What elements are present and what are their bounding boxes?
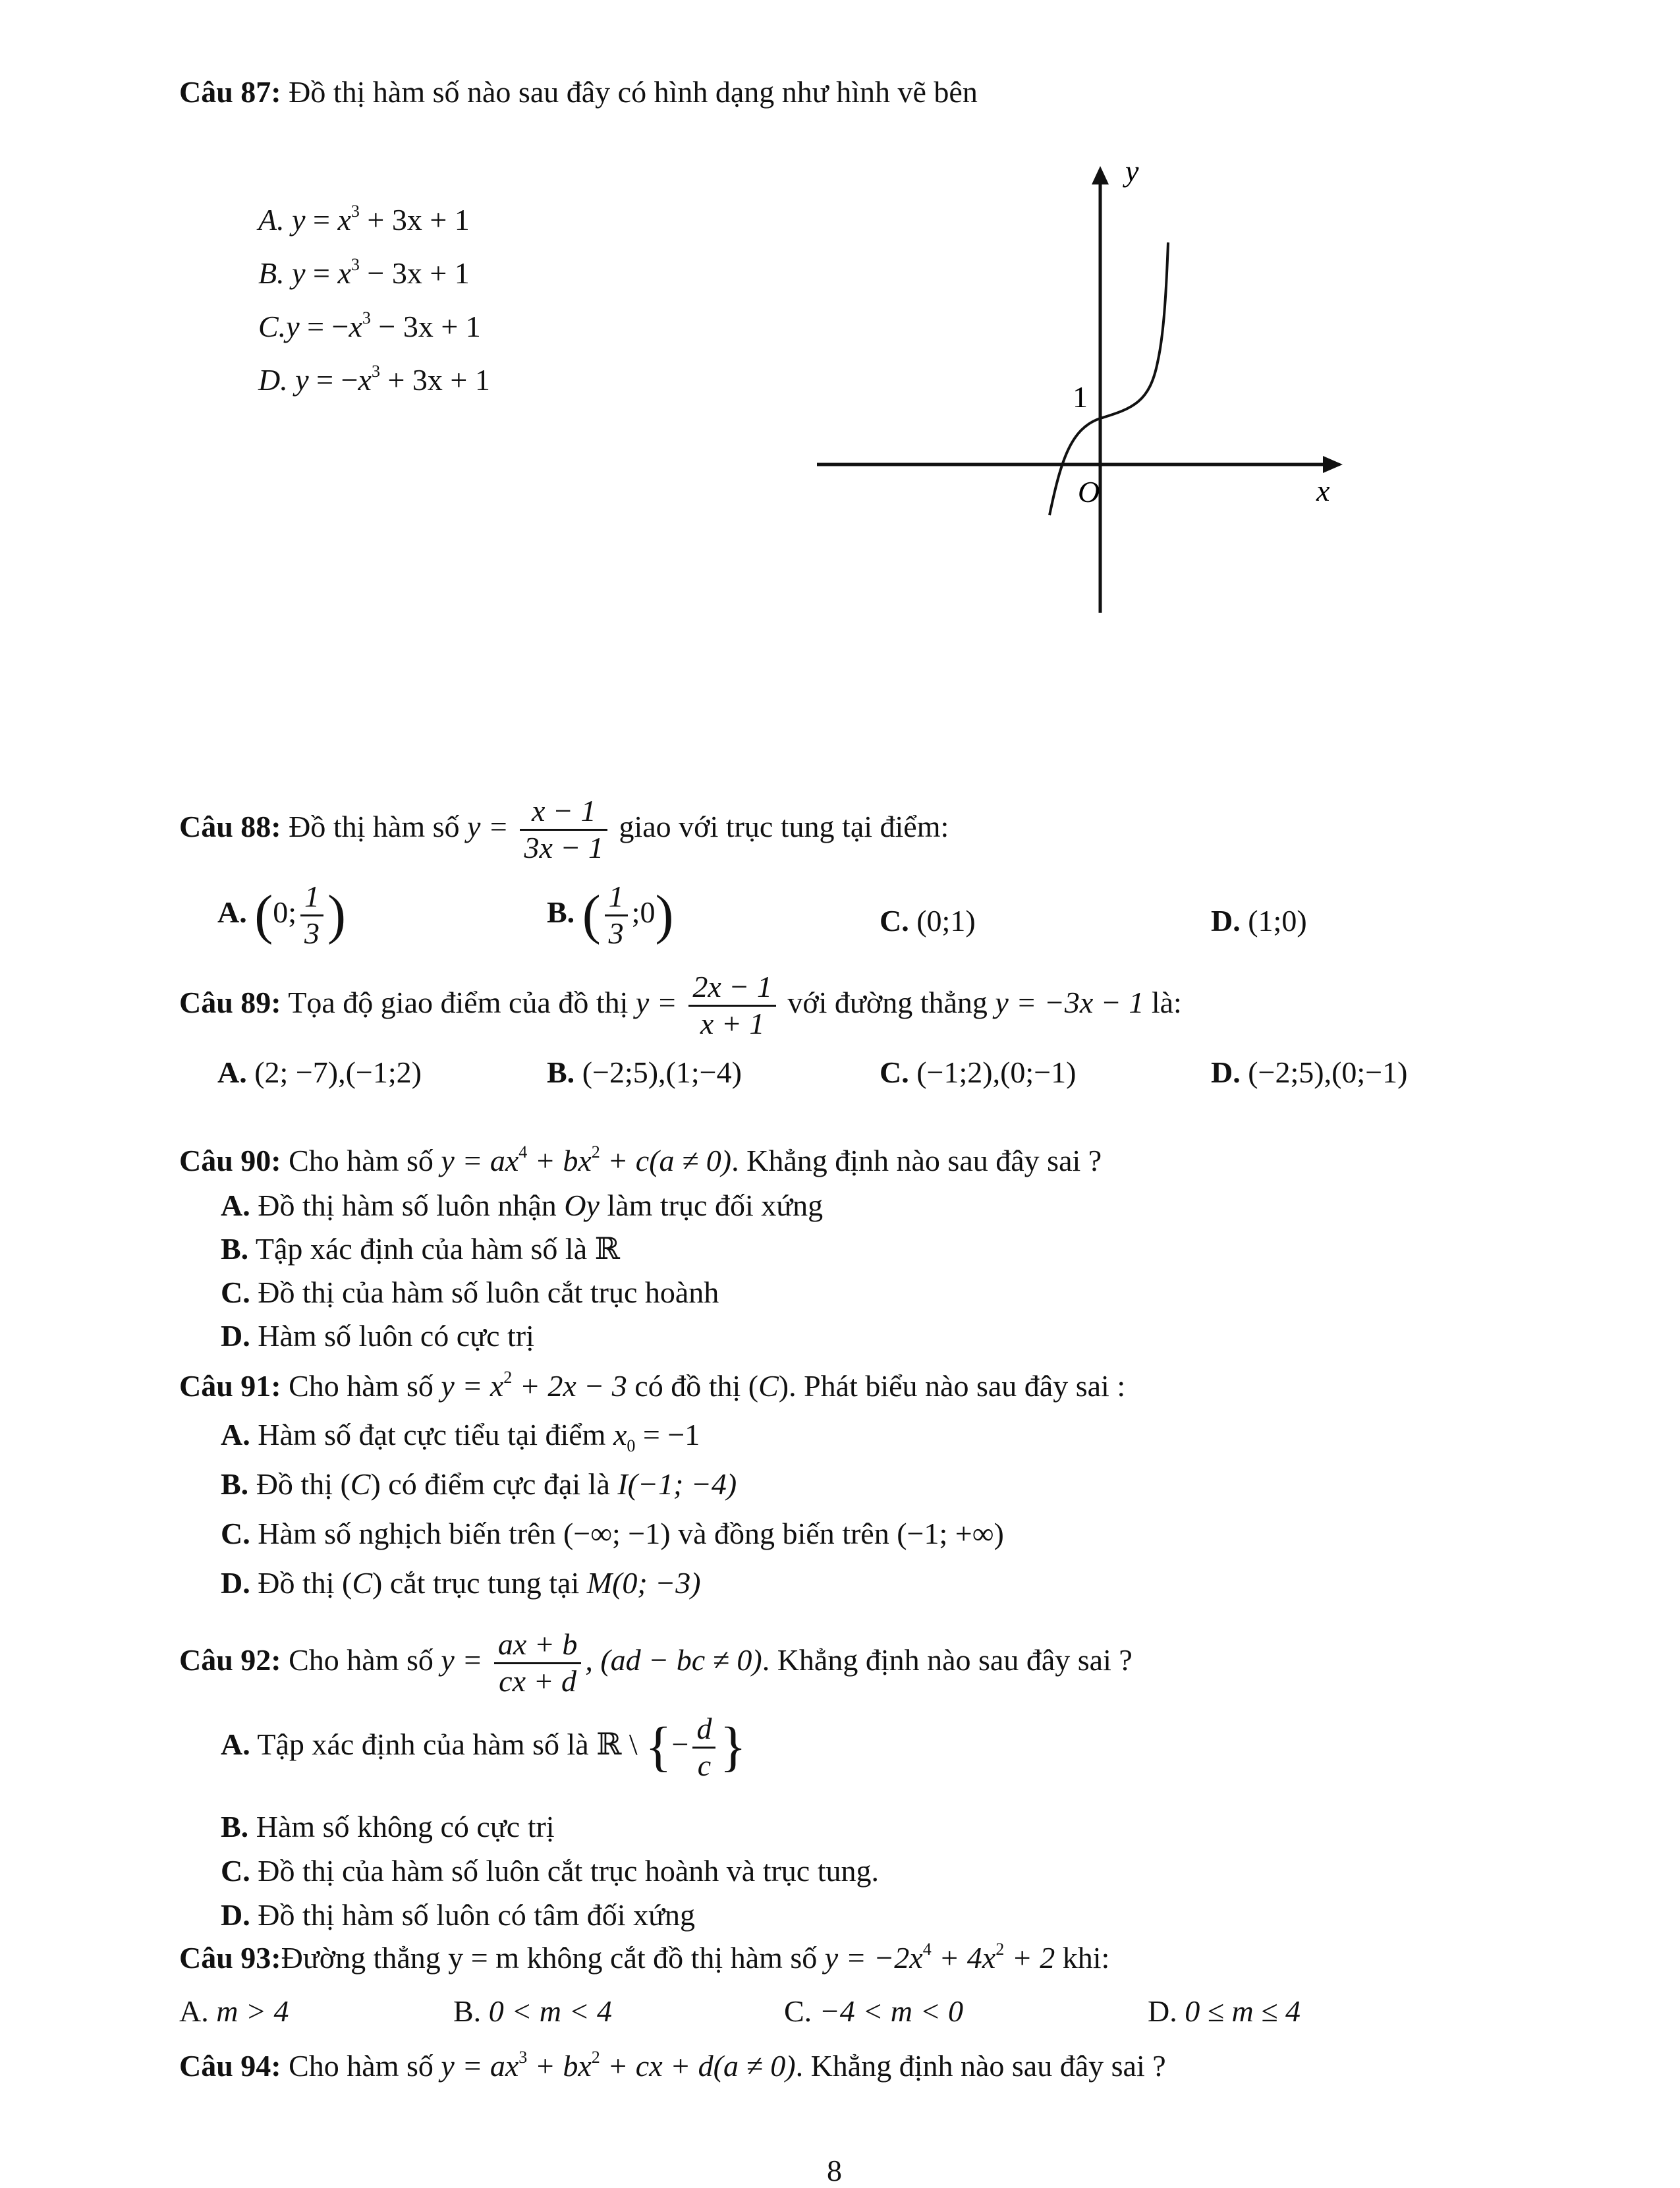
q89-label: Câu 89: <box>179 985 281 1019</box>
q92-a-label: A. <box>221 1727 250 1761</box>
q90-b-set: ℝ <box>594 1232 620 1266</box>
q87-a-label: A. <box>258 203 285 237</box>
q92-cond: , (ad − bc ≠ 0) <box>585 1642 762 1677</box>
q89-option-a[interactable] <box>217 1054 422 1090</box>
q88-num: x − 1 <box>520 794 607 831</box>
q94-question <box>179 2048 1166 2084</box>
q92-post: . Khẳng định nào sau đây sai ? <box>762 1642 1133 1677</box>
y-axis-arrow-icon <box>1092 166 1109 184</box>
q89-b-label: B. <box>547 1055 575 1089</box>
q92-option-b[interactable] <box>221 1809 555 1845</box>
q90-e2: 2 <box>591 1142 600 1162</box>
q92-d-label: D. <box>221 1898 250 1932</box>
q90-option-b[interactable] <box>221 1231 620 1267</box>
q91-a-text: Hàm số đạt cực tiểu tại điểm <box>250 1418 613 1451</box>
q88-d-label: D. <box>1211 904 1241 938</box>
q87-c-label: C. <box>258 310 287 343</box>
q91-f1: y = x <box>441 1369 504 1403</box>
q87-c-rest: − 3x + 1 <box>378 310 481 343</box>
q92-fraction <box>494 1627 581 1699</box>
q87-text: Đồ thị hàm số nào sau đây có hình dạng như hình vẽ bên <box>281 75 978 109</box>
x-axis-arrow-icon <box>1323 456 1343 473</box>
tick-label-1: 1 <box>1073 380 1088 414</box>
q92-b-text: Hàm số không có cực trị <box>248 1810 555 1843</box>
q89-option-b[interactable] <box>547 1054 742 1090</box>
q91-a-value: = −1 <box>635 1418 700 1451</box>
page-number: 8 <box>827 2154 842 2187</box>
q90-a-t2: làm trục đối xứng <box>599 1189 824 1222</box>
q89-post: là: <box>1144 985 1182 1019</box>
q93-pre: Đường thẳng y = m không cắt đồ thị hàm số <box>281 1941 825 1975</box>
q87-c-eq: = − <box>307 310 349 343</box>
q94-label: Câu 94: <box>179 2049 281 2083</box>
q87-b-label: B. <box>258 256 285 290</box>
q88-label: Câu 88: <box>179 809 281 843</box>
q91-pre: Cho hàm số <box>281 1369 441 1403</box>
q87-d-exp: 3 <box>371 362 380 381</box>
q89-lhs: y = <box>635 985 677 1019</box>
q92-a-den: c <box>697 1748 712 1782</box>
q88-option-c[interactable] <box>880 903 976 939</box>
origin-label: O <box>1078 475 1100 509</box>
q88-c-label: C. <box>880 904 909 938</box>
q87-b-x: x <box>337 256 351 290</box>
q92-num: ax + b <box>494 1627 581 1664</box>
q91-d-t1: Đồ thị ( <box>250 1566 352 1600</box>
q92-a-num: d <box>692 1712 715 1749</box>
q91-b-t2: ) có điểm cực đại là <box>370 1467 618 1501</box>
q90-post: . Khẳng định nào sau đây sai ? <box>731 1144 1102 1177</box>
q87-c-y: y <box>286 310 300 343</box>
q89-question <box>179 970 1182 1042</box>
q91-b-label: B. <box>221 1467 249 1501</box>
function-curve <box>1050 242 1168 515</box>
q88-b-num: 1 <box>605 880 628 916</box>
q89-a-label: A. <box>217 1055 247 1089</box>
q88-pre: Đồ thị hàm số <box>281 809 468 843</box>
q94-f1: y = ax <box>441 2049 519 2083</box>
q87-b-exp: 3 <box>350 255 360 274</box>
q88-fraction <box>520 794 607 866</box>
q87-b-rest: − 3x + 1 <box>367 256 470 290</box>
q90-pre: Cho hàm số <box>281 1144 441 1177</box>
q87-a-eq: = <box>313 203 330 237</box>
q93-f1: y = −2x <box>824 1941 923 1975</box>
q90-a-t1: Đồ thị hàm số luôn nhận <box>250 1189 565 1222</box>
q94-f2: + bx <box>527 2049 592 2083</box>
q92-den: cx + d <box>499 1664 577 1698</box>
q88-b-label: B. <box>547 895 575 929</box>
q87-graph <box>810 152 1351 626</box>
q87-d-rest: + 3x + 1 <box>387 363 490 397</box>
q88-post: giao với trục tung tại điểm: <box>619 809 949 843</box>
q92-a-text: Tập xác định của hàm số là <box>250 1727 597 1761</box>
q91-d-t2: ) cắt trục tung tại <box>372 1566 587 1600</box>
q91-option-a[interactable] <box>221 1417 700 1453</box>
q87-a-y: y <box>292 203 306 237</box>
q88-a-num: 1 <box>300 880 323 916</box>
q89-num: 2x − 1 <box>688 970 775 1007</box>
q91-b-value: I(−1; −4) <box>617 1467 737 1501</box>
q88-option-d[interactable] <box>1211 903 1307 939</box>
q88-a-den: 3 <box>304 916 320 950</box>
q87-d-label: D. <box>258 363 288 397</box>
q88-lhs: y = <box>467 809 509 843</box>
q89-option-d[interactable] <box>1211 1054 1407 1090</box>
q91-c-v2: (−1; +∞) <box>897 1517 1004 1550</box>
q90-a-label: A. <box>221 1189 250 1222</box>
q92-option-d[interactable] <box>221 1897 695 1933</box>
q87-question <box>179 74 978 110</box>
q90-e1: 4 <box>518 1142 528 1162</box>
q93-e2: 2 <box>995 1940 1005 1959</box>
q87-d-x: x <box>358 363 372 397</box>
q88-b-den: 3 <box>608 916 624 950</box>
y-axis-label: y <box>1125 154 1139 188</box>
q92-lhs: y = <box>441 1642 483 1677</box>
q92-b-label: B. <box>221 1810 249 1843</box>
q89-mid: với đường thẳng <box>787 985 995 1019</box>
q88-option-a[interactable]: A. (0; $\frac{1}{3}$ ) <box>217 880 346 950</box>
q91-a-sub: 0 <box>627 1436 636 1455</box>
q90-label: Câu 90: <box>179 1144 281 1177</box>
q87-a-x: x <box>337 203 351 237</box>
q90-b-label: B. <box>221 1232 249 1266</box>
q91-question <box>179 1368 1125 1404</box>
q90-f1: y = ax <box>441 1144 519 1177</box>
q93-a-value: m > 4 <box>216 1994 289 2028</box>
q89-den: x + 1 <box>700 1006 765 1040</box>
q87-d-eq: = − <box>316 363 358 397</box>
q88-den: 3x − 1 <box>524 830 603 864</box>
q90-question <box>179 1142 1102 1179</box>
q93-post: khi: <box>1055 1941 1110 1975</box>
q91-option-b[interactable] <box>221 1466 737 1502</box>
q93-c-value: −4 < m < 0 <box>819 1994 964 2028</box>
q87-b-y: y <box>292 256 306 290</box>
q88-b-fraction <box>605 880 628 951</box>
q90-c-label: C. <box>221 1276 250 1309</box>
q90-option-a[interactable] <box>221 1187 823 1223</box>
q93-option-c[interactable] <box>784 1993 963 2029</box>
q92-d-text: Đồ thị hàm số luôn có tâm đối xứng <box>250 1898 695 1932</box>
q87-option-b[interactable] <box>258 255 470 291</box>
q89-d-label: D. <box>1211 1055 1241 1089</box>
q89-line-eq: y = −3x − 1 <box>995 985 1144 1019</box>
q91-d-value: M(0; −3) <box>586 1566 701 1600</box>
q91-option-c[interactable] <box>221 1515 1004 1552</box>
q91-b-t1: Đồ thị ( <box>248 1467 350 1501</box>
q92-c-text: Đồ thị của hàm số luôn cắt trục hoành và trục tung. <box>250 1854 879 1888</box>
q91-option-d[interactable] <box>221 1565 701 1601</box>
q93-f3: + 2 <box>1004 1941 1055 1975</box>
q93-d-label: D. <box>1148 1994 1177 2028</box>
q93-label: Câu 93: <box>179 1941 281 1975</box>
q91-c: C <box>758 1369 779 1403</box>
q93-option-d[interactable] <box>1148 1993 1301 2029</box>
q92-a-fraction <box>692 1712 715 1783</box>
q87-b-eq: = <box>313 256 330 290</box>
q94-pre: Cho hàm số <box>281 2049 441 2083</box>
q91-c-v1: (−∞; −1) <box>563 1517 671 1550</box>
q91-post: ). Phát biểu nào sau đây sai : <box>778 1369 1126 1403</box>
q87-a-rest: + 3x + 1 <box>367 203 470 237</box>
q88-a-fraction <box>300 880 323 951</box>
q88-a-pre: 0; <box>273 895 296 929</box>
q90-c-text: Đồ thị của hàm số luôn cắt trục hoành <box>250 1276 719 1309</box>
q91-label: Câu 91: <box>179 1369 281 1403</box>
q93-option-a[interactable] <box>179 1993 289 2029</box>
q87-c-x: x <box>349 310 362 343</box>
q94-e1: 3 <box>518 2048 528 2067</box>
q88-b-post: ;0 <box>631 895 656 929</box>
q89-c-value: (−1;2),(0;−1) <box>916 1055 1077 1089</box>
q91-b-c: C <box>350 1467 371 1501</box>
q90-option-c[interactable] <box>221 1274 719 1310</box>
q91-c-label: C. <box>221 1517 250 1550</box>
q88-d-value: (1;0) <box>1248 904 1307 938</box>
q91-f2: + 2x − 3 <box>512 1369 627 1403</box>
q93-a-label: A. <box>179 1994 209 2028</box>
q92-pre: Cho hàm số <box>281 1642 441 1677</box>
q92-option-c[interactable] <box>221 1853 879 1889</box>
q91-a-x: x <box>613 1418 627 1451</box>
q88-a-label: A. <box>217 895 247 929</box>
q87-d-y: y <box>295 363 309 397</box>
q87-label: Câu 87: <box>179 75 281 109</box>
q91-c-t1: Hàm số nghịch biến trên <box>250 1517 563 1550</box>
q92-c-label: C. <box>221 1854 250 1888</box>
q87-option-d[interactable] <box>258 362 490 398</box>
q87-a-exp: 3 <box>350 202 360 221</box>
q92-a-minus: − <box>671 1727 689 1761</box>
q92-a-set: ℝ \ <box>596 1727 646 1761</box>
q91-d-label: D. <box>221 1566 250 1600</box>
q94-f3: + cx + d(a ≠ 0) <box>600 2049 796 2083</box>
q88-option-b[interactable]: B. ( $\frac{1}{3}$ ;0) <box>547 880 674 950</box>
q93-d-value: 0 ≤ m ≤ 4 <box>1185 1994 1301 2028</box>
q88-question <box>179 794 949 866</box>
q89-a-value: (2; −7),(−1;2) <box>254 1055 422 1089</box>
q90-f2: + bx <box>527 1144 592 1177</box>
q87-option-a[interactable] <box>258 202 470 238</box>
q93-c-label: C. <box>784 1994 812 2028</box>
q89-pre: Tọa độ giao điểm của đồ thị <box>281 985 636 1019</box>
q91-c-t2: và đồng biến trên <box>670 1517 897 1550</box>
q90-d-text: Hàm số luôn có cực trị <box>250 1319 534 1353</box>
q91-mid: có đồ thị ( <box>627 1369 759 1403</box>
q93-b-label: B. <box>453 1994 482 2028</box>
q93-f2: + 4x <box>931 1941 996 1975</box>
q90-f3: + c(a ≠ 0) <box>600 1144 732 1177</box>
q89-c-label: C. <box>880 1055 909 1089</box>
q89-d-value: (−2;5),(0;−1) <box>1248 1055 1408 1089</box>
q92-option-a[interactable]: A. Tập xác định của hàm số là ℝ \ {− $\frac{d}{c}$ } <box>221 1712 746 1782</box>
q90-a-oy: Oy <box>564 1189 600 1222</box>
q87-c-exp: 3 <box>362 308 371 327</box>
q93-e1: 4 <box>922 1940 932 1959</box>
q92-label: Câu 92: <box>179 1642 281 1677</box>
q91-a-label: A. <box>221 1418 250 1451</box>
q89-option-c[interactable] <box>880 1054 1076 1090</box>
q90-b-text: Tập xác định của hàm số là <box>248 1232 595 1266</box>
q94-post: . Khẳng định nào sau đây sai ? <box>795 2049 1166 2083</box>
q90-option-d[interactable] <box>221 1318 534 1354</box>
q91-e1: 2 <box>503 1368 513 1387</box>
x-axis-label: x <box>1316 474 1330 507</box>
q94-e2: 2 <box>591 2048 600 2067</box>
q90-d-label: D. <box>221 1319 250 1353</box>
q87-option-c[interactable] <box>258 308 481 345</box>
q91-d-c: C <box>352 1566 373 1600</box>
q93-option-b[interactable] <box>453 1993 612 2029</box>
q93-b-value: 0 < m < 4 <box>488 1994 612 2028</box>
q88-c-value: (0;1) <box>916 904 976 938</box>
q89-b-value: (−2;5),(1;−4) <box>582 1055 742 1089</box>
q93-question <box>179 1940 1109 1976</box>
q89-fraction <box>688 970 775 1042</box>
q92-question <box>179 1627 1133 1699</box>
